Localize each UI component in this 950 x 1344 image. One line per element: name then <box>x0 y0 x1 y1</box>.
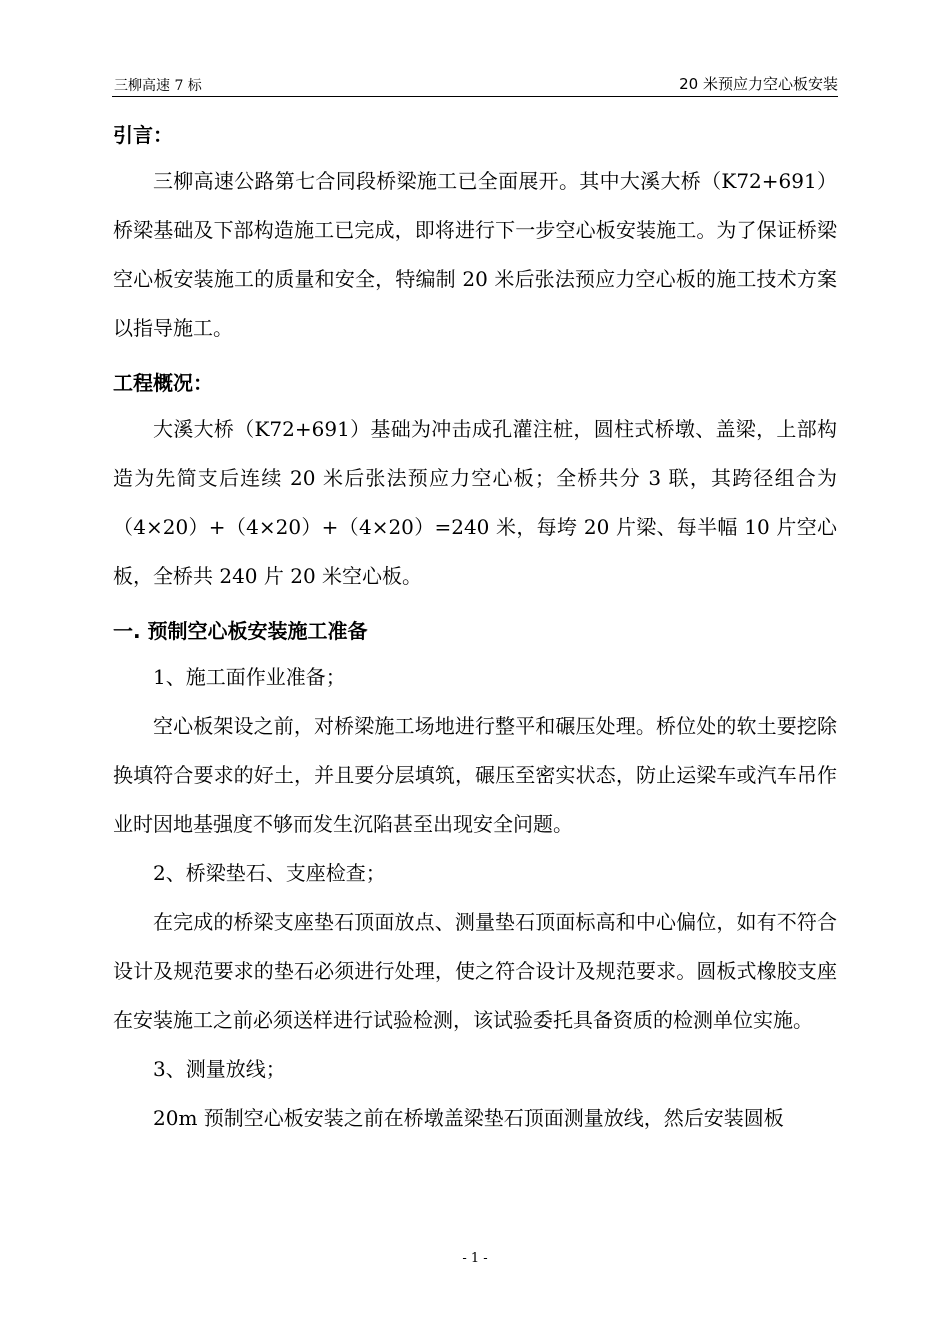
item2-title: 2、桥梁垫石、支座检查； <box>153 861 386 885</box>
item3-paragraph: 20m 预制空心板安装之前在桥墩盖梁垫石顶面测量放线，然后安装圆板 <box>153 1106 784 1130</box>
item1-title: 1、施工面作业准备； <box>153 665 346 689</box>
document-body <box>113 105 837 1143</box>
item2-paragraph: 在完成的桥梁支座垫石顶面放点、测量垫石顶面标高和中心偏位，如有不符合设计及规范要求的垫石必须进行处理，使之符合设计及规范要求。圆板式橡胶支座在安装施工之前必须送样进行试验检测，该试验委托具备资质的检测单位实施。 <box>113 910 837 1032</box>
item1-paragraph: 空心板架设之前，对桥梁施工场地进行整平和碾压处理。桥位处的软土要挖除换填符合要求的好土，并且要分层填筑，碾压至密实状态，防止运梁车或汽车吊作业时因地基强度不够而发生沉陷甚至出现安全问题。 <box>113 714 837 836</box>
intro-paragraph: 三柳高速公路第七合同段桥梁施工已全面展开。其中大溪大桥（K72+691）桥梁基础及下部构造施工已完成，即将进行下一步空心板安装施工。为了保证桥梁空心板安装施工的质量和安全，特编制 20 米后张法预应力空心板的施工技术方案以指导施工。 <box>113 169 837 340</box>
preparation-heading: 一. 预制空心板安装施工准备 <box>113 619 368 643</box>
overview-heading: 工程概况： <box>113 371 213 395</box>
intro-heading: 引言： <box>113 123 173 147</box>
item3-title: 3、测量放线； <box>153 1057 286 1081</box>
overview-paragraph: 大溪大桥（K72+691）基础为冲击成孔灌注桩，圆柱式桥墩、盖梁，上部构造为先简支后连续 20 米后张法预应力空心板；全桥共分 3 联，其跨径组合为（4×20）+（4×20）+（4×20）=240 米，每垮 20 片梁、每半幅 10 片空心板，全桥共 240 片 20 米空心板。 <box>113 417 837 588</box>
header-divider <box>112 96 838 97</box>
header-right-title: 20 米预应力空心板安装 <box>679 75 838 93</box>
header-left-title: 三柳高速 7 标 <box>114 78 202 94</box>
page-number: - 1 - <box>462 1251 488 1266</box>
